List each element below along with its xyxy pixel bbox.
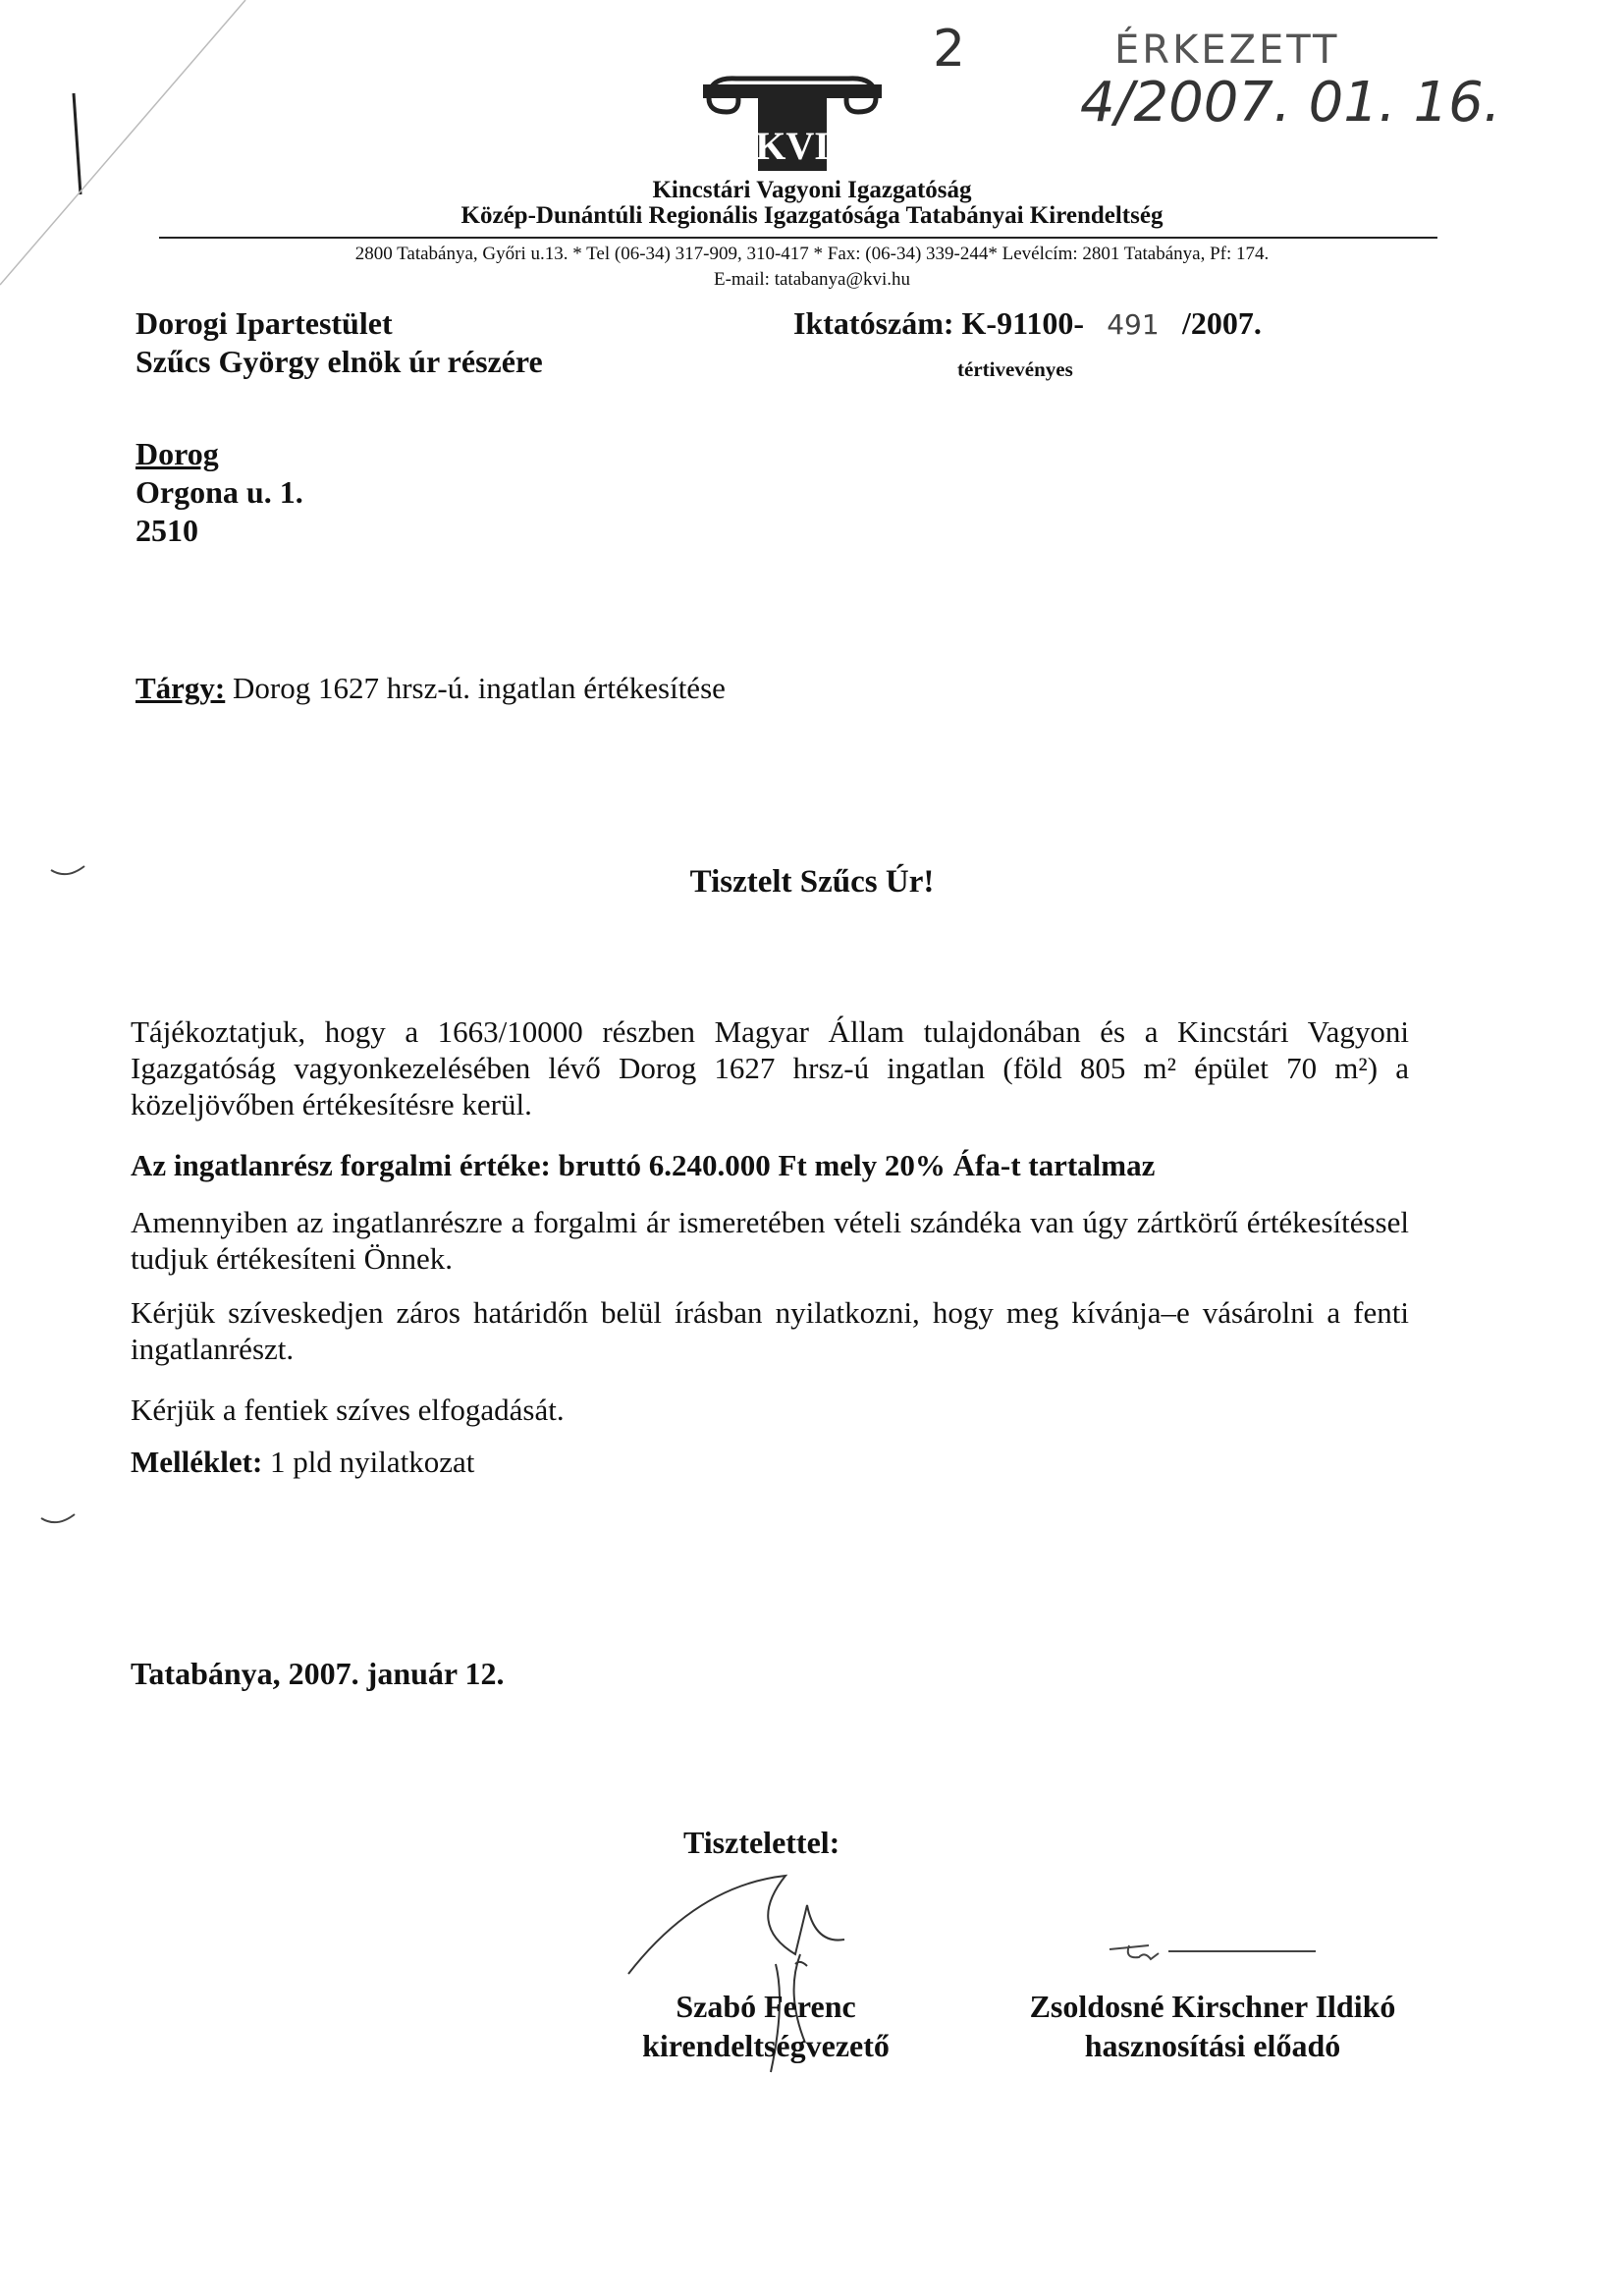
org-subname: Közép-Dunántúli Regionális Igazgatósága Tatabányai Kirendeltség bbox=[460, 202, 1164, 229]
org-name: Kincstári Vagyoni Igazgatóság bbox=[652, 177, 972, 203]
value-statement: Az ingatlanrész forgalmi értéke: bruttó 6.240.000 Ft mely 20% Áfa-t tartalmaz bbox=[131, 1148, 1156, 1182]
kvi-logo bbox=[699, 69, 886, 177]
email-line: E-mail: tatabanya@kvi.hu bbox=[713, 269, 911, 290]
body-paragraph: Kérjük a fentiek szíves elfogadását. bbox=[131, 1393, 565, 1427]
contact-line: 2800 Tatabánya, Győri u.13. * Tel (06-34) 317-909, 310-417 * Fax: (06-34) 339-244* Levélcím: 2801 Tatabánya, Pf: 174. bbox=[354, 244, 1270, 264]
recipient-attention: Szűcs György elnök úr részére bbox=[135, 344, 543, 379]
signature-zsoldosne bbox=[1100, 1930, 1326, 1969]
handwritten-page-number: 2 bbox=[933, 20, 966, 79]
subject-label: Tárgy: bbox=[135, 671, 226, 705]
received-stamp: ÉRKEZETT bbox=[1114, 27, 1340, 73]
signatory-name: Szabó Ferenc bbox=[676, 1989, 856, 2024]
reference-prefix: Iktatószám: K-91100- bbox=[793, 305, 1084, 341]
attachment-line bbox=[131, 1444, 1409, 1480]
recipient-organization: Dorogi Ipartestület bbox=[135, 305, 393, 341]
delivery-note: tértivevényes bbox=[957, 357, 1073, 381]
reference-number bbox=[793, 305, 1262, 342]
attachment-label: Melléklet: bbox=[131, 1445, 263, 1479]
attachment-text: 1 pld nyilatkozat bbox=[262, 1445, 475, 1479]
received-date: 4/2007. 01. 16. bbox=[1080, 71, 1501, 135]
subject-line bbox=[135, 671, 726, 706]
signatory-name: Zsoldosné Kirschner Ildikó bbox=[1029, 1989, 1396, 2024]
salutation: Tisztelt Szűcs Úr! bbox=[689, 864, 935, 900]
recipient-street: Orgona u. 1. bbox=[135, 474, 303, 510]
signatory-role: kirendeltségvezető bbox=[642, 2028, 890, 2063]
hole-punch-mark bbox=[39, 1512, 79, 1532]
place-date: Tatabánya, 2007. január 12. bbox=[131, 1656, 505, 1691]
closing: Tisztelettel: bbox=[683, 1825, 840, 1860]
body-paragraph: Kérjük szíveskedjen záros határidőn belül írásban nyilatkozni, hogy meg kívánja–e vásárolni a fenti ingatlanrészt. bbox=[131, 1295, 1409, 1366]
recipient-zip: 2510 bbox=[135, 513, 198, 548]
recipient-city: Dorog bbox=[135, 436, 219, 471]
body-paragraph: Tájékoztatjuk, hogy a 1663/10000 részben Magyar Állam tulajdonában és a Kincstári Vagyoni Igazgatóság vagyonkezelésében lévő Dorog 1627 hrsz-ú ingatlan (föld 805 m² épület 70 m²) a közeljövőben értékesítésre kerül. bbox=[131, 1014, 1409, 1121]
subject-text: Dorog 1627 hrsz-ú. ingatlan értékesítése bbox=[225, 671, 726, 705]
reference-handwritten: 491 bbox=[1107, 308, 1160, 341]
logo-text: KVI bbox=[755, 124, 830, 168]
header-rule bbox=[159, 237, 1437, 239]
signatory-role: hasznosítási előadó bbox=[1084, 2028, 1341, 2063]
body-paragraph: Amennyiben az ingatlanrészre a forgalmi ár ismeretében vételi szándéka van úgy zártkörű értékesítéssel tudjuk értékesíteni Önnek. bbox=[131, 1205, 1409, 1276]
reference-suffix: /2007. bbox=[1181, 305, 1262, 341]
